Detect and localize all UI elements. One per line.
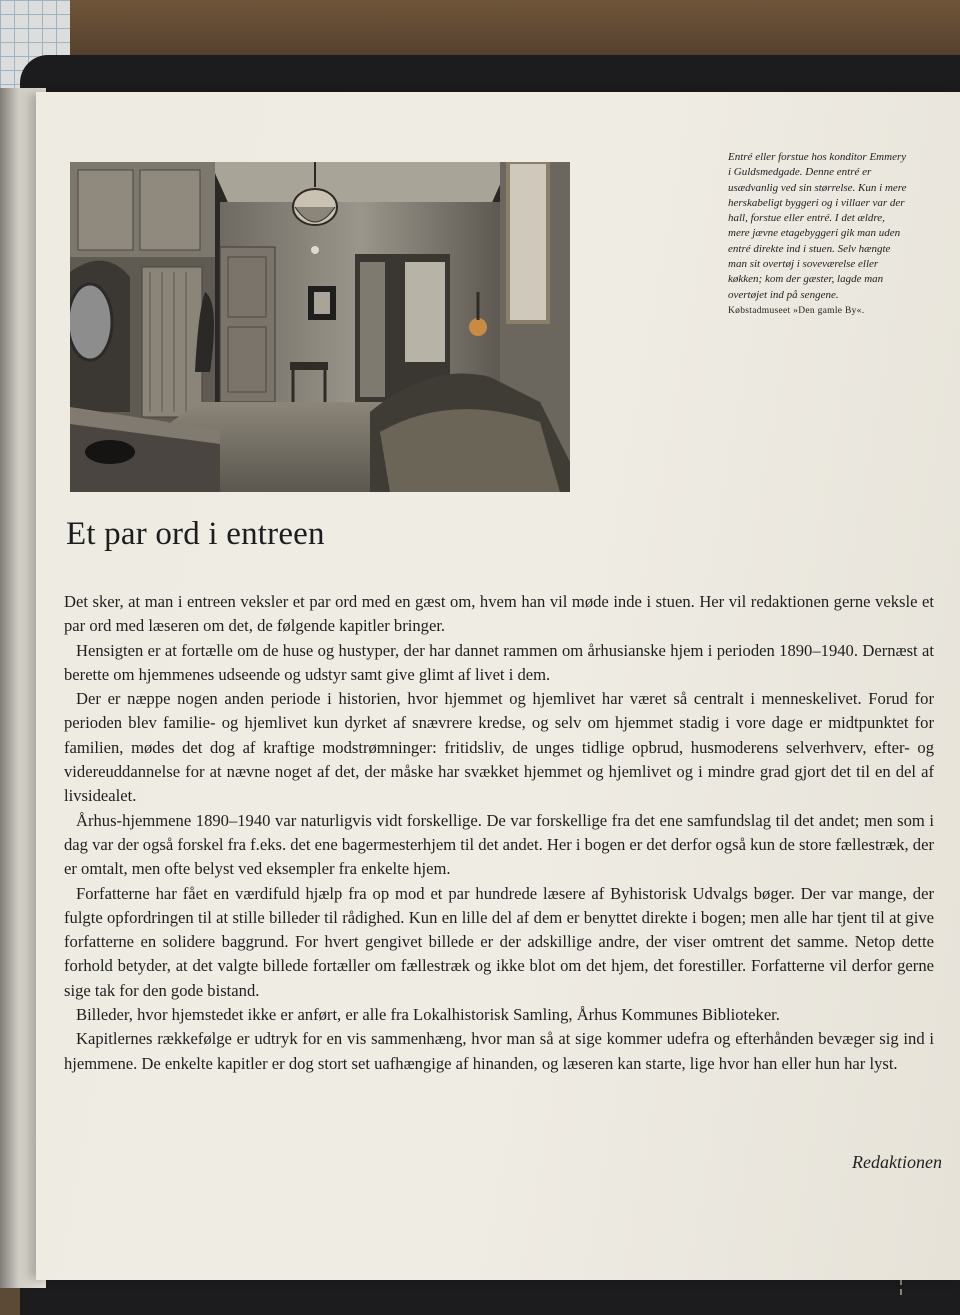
paragraph: Det sker, at man i entreen veksler et par ord med en gæst om, hvem han vil møde inde i stuen. Her vil redaktionen gerne veksle et par ord med læseren om det, de følgende kapitler bringer. [64, 592, 934, 636]
paragraph: Kapitlernes rækkefølge er udtryk for en vis sammenhæng, hvor man så at sige kommer udefra og efterhånden bevæger sig ind i hjemmene. De enkelte kapitler er dog stort set uafhængige af hinanden, og læseren kan starte, lige hvor han eller hun har lyst. [64, 1029, 934, 1073]
entrance-hall-photo [70, 162, 570, 492]
page-title: Et par ord i entreen [66, 516, 325, 552]
article-body [64, 590, 934, 1076]
paragraph: Der er næppe nogen anden periode i historien, hvor hjemmet og hjemlivet har været så centralt i menneskelivet. Forud for perioden blev familie- og hjemlivet kun dyrket af snævrere kredse, og selv om hjemmet stadig i vore dage er midtpunktet for familien, mødes det dog af kraftige modstrømninger: fritidsliv, de unges tidlige opbrud, husmoderens selverhverv, efter- og videreuddannelse for at nævne noget af det, der måske har svækket hjemmet og hjemlivet og i mindre grad gjort det til en del af livsidealet. [64, 689, 934, 806]
photo-caption [728, 150, 908, 319]
signature: Redaktionen [852, 1152, 942, 1172]
caption-text: Entré eller forstue hos konditor Emmery i Guldsmedgade. Denne entré er usædvanlig ved sin størrelse. Kun i mere herskabeligt byggeri og i villaer var der hall, forstue eller entré. I det ældre, mere jævne etagebyggeri gik man uden entré direkte ind i stuen. Selv hængte man sit overtøj i soveværelse eller køkken; kom der gæster, lagde man overtøjet ind på sengene. [728, 151, 907, 301]
caption-credit: Købstadmuseet »Den gamle By«. [728, 305, 865, 316]
paragraph: Hensigten er at fortælle om de huse og hustyper, der har dannet rammen om århusianske hjem i perioden 1890–1940. Dernæst at berette om hjemmenes udseende og udstyr samt give glimt af livet i dem. [64, 640, 934, 684]
paragraph: Billeder, hvor hjemstedet ikke er anført, er alle fra Lokalhistorisk Samling, Århus Kommunes Biblioteker. [76, 1005, 780, 1025]
paragraph: Forfatterne har fået en værdifuld hjælp fra op mod et par hundrede læsere af Byhistorisk Udvalgs bøger. Der var mange, der fulgte opfordringen til at stille billeder til rådighed. Kun en lille del af dem er benyttet direkte i bogen; men alle har tjent til at give forfatterne en solidere baggrund. For hvert gengivet billede er der adskillige andre, der viser omtrent det samme. Netop dette forhold betyder, at det valgte billede fortæller om fællestræk og ikke blot om det hjem, det forestiller. Forfatterne vil derfor gerne sige tak for den gode bistand. [64, 883, 934, 1000]
paragraph: Århus-hjemmene 1890–1940 var naturligvis vidt forskellige. De var forskellige fra det ene samfundslag til det andet; men som i dag var der også forskel fra f.eks. det ene bagermesterhjem til det andet. Her i bogen er det derfor også kun de store fællestræk, der er omtalt, men ofte belyst ved eksempler fra enkelte hjem. [64, 810, 934, 879]
